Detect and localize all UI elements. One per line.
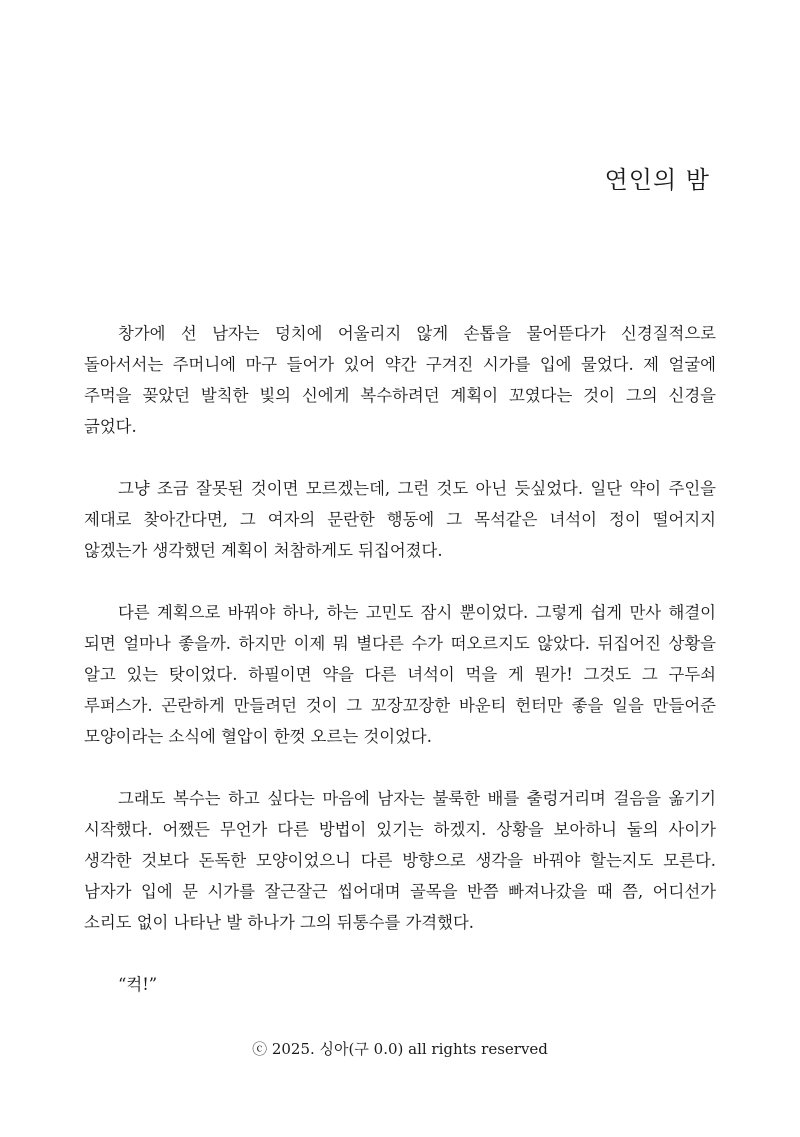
copyright-footer: ⓒ 2025. 싱아(구 0.0) all rights reserved bbox=[252, 1040, 548, 1058]
story-body bbox=[84, 318, 716, 1000]
paragraph-4: 그래도 복수는 하고 싶다는 마음에 남자는 불룩한 배를 출렁거리며 걸음을 옮기기 시작했다. 어쨌든 무언가 다른 방법이 있기는 하겠지. 상황을 보아하니 둘의 사이가 생각한 것보다 돈독한 모양이었으니 다른 방향으로 생각을 바꿔야 할는지도 모른다. 남자가 입에 문 시가를 잘근잘근 씹어대며 골목을 반쯤 빠져나갔을 때 쯤, 어디선가 소리도 없이 나타난 발 하나가 그의 뒤통수를 가격했다. bbox=[84, 789, 716, 932]
paragraph-3: 다른 계획으로 바꿔야 하나, 하는 고민도 잠시 뿐이었다. 그렇게 쉽게 만사 해결이 되면 얼마나 좋을까. 하지만 이제 뭐 별다른 수가 떠오르지도 않았다. 뒤집어진 상황을 알고 있는 탓이었다. 하필이면 약을 다른 녀석이 먹을 게 뭔가! 그것도 그 구두쇠 루퍼스가. 곤란하게 만들려던 것이 그 꼬장꼬장한 바운티 헌터만 좋을 일을 만들어준 모양이라는 소식에 혈압이 한껏 오르는 것이었다. bbox=[84, 603, 716, 746]
page-title: 연인의 밤 bbox=[604, 166, 710, 194]
paragraph-2: 그냥 조금 잘못된 것이면 모르겠는데, 그런 것도 아닌 듯싶었다. 일단 약이 주인을 제대로 찾아간다면, 그 여자의 문란한 행동에 그 목석같은 녀석이 정이 떨어지지 않겠는가 생각했던 계획이 처참하게도 뒤집어졌다. bbox=[84, 479, 716, 560]
paragraph-1: 창가에 선 남자는 덩치에 어울리지 않게 손톱을 물어뜯다가 신경질적으로 돌아서서는 주머니에 마구 들어가 있어 약간 구겨진 시가를 입에 물었다. 제 얼굴에 주먹을 꽂았던 발칙한 빛의 신에게 복수하려던 계획이 꼬였다는 것이 그의 신경을 긁었다. bbox=[84, 324, 716, 436]
paragraph-dialogue: “컥!” bbox=[118, 975, 158, 994]
